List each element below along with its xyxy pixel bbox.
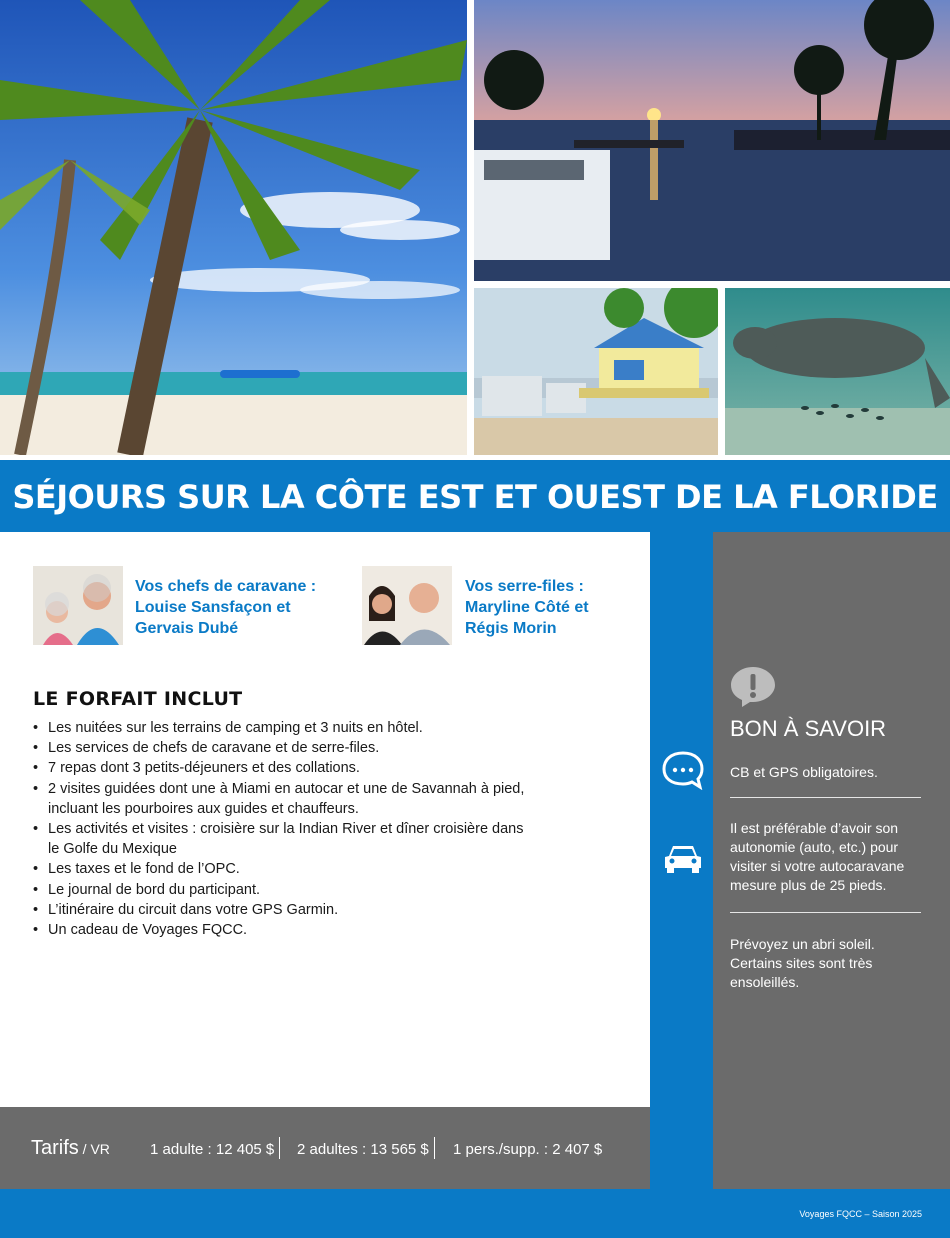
footer xyxy=(0,1189,950,1238)
chefs-names-1: Louise Sansfaçon et xyxy=(135,599,291,616)
serre-files-names-2: Régis Morin xyxy=(465,620,557,637)
forfait-item: • L’itinéraire du circuit dans votre GPS Garmin. xyxy=(33,900,533,920)
forfait-item: • Les services de chefs de caravane et de serre-files. xyxy=(33,738,533,758)
forfait-item: • 2 visites guidées dont une à Miami en autocar et une de Savannah à pied, incluant les pourboires aux guides et chauffeurs. xyxy=(33,779,533,819)
title-band xyxy=(0,460,950,532)
forfait-list xyxy=(33,718,533,940)
tarif-separator xyxy=(279,1137,280,1159)
info-note-3: Prévoyez un abri soleil. Certains sites sont très ensoleillés. xyxy=(730,936,875,990)
serre-files-heading: Vos serre-files : xyxy=(465,578,584,595)
chat-bubble-icon xyxy=(661,750,705,790)
serre-files-names-1: Maryline Côté et xyxy=(465,599,589,616)
info-bubble-icon xyxy=(730,666,776,708)
photo-manatee xyxy=(725,288,950,455)
info-divider xyxy=(730,797,921,798)
footer-text: Voyages FQCC – Saison 2025 xyxy=(799,1209,922,1219)
forfait-item: • Les nuitées sur les terrains de camping et 3 nuits en hôtel. xyxy=(33,718,533,738)
chefs-names-2: Gervais Dubé xyxy=(135,620,239,637)
blue-side-column xyxy=(650,532,713,1238)
photo-palm-beach xyxy=(0,0,467,455)
car-icon xyxy=(661,840,705,880)
serre-files-photo xyxy=(362,566,452,645)
tarif-pers-supp: 1 pers./supp. : 2 407 $ xyxy=(453,1141,603,1158)
bon-a-savoir-title: BON À SAVOIR xyxy=(730,716,887,741)
tarifs-bar xyxy=(0,1107,650,1189)
forfait-title: LE FORFAIT INCLUT xyxy=(33,688,243,710)
forfait-item: • Les taxes et le fond de l’OPC. xyxy=(33,859,533,879)
tarifs-label-text: Tarifs xyxy=(31,1137,79,1159)
info-note-1: CB et GPS obligatoires. xyxy=(730,764,878,780)
photo-lifeguard-hut xyxy=(474,288,718,455)
forfait-item: • 7 repas dont 3 petits-déjeuners et des collations. xyxy=(33,758,533,778)
forfait-item: • Un cadeau de Voyages FQCC. xyxy=(33,920,533,940)
info-note-2: Il est préférable d’avoir son autonomie (auto, etc.) pour visiter si votre autocaravane mesure plus de 25 pieds. xyxy=(730,820,905,893)
forfait-item: • Le journal de bord du participant. xyxy=(33,880,533,900)
serre-files-text xyxy=(465,576,589,639)
tarif-2-adultes: 2 adultes : 13 565 $ xyxy=(297,1141,429,1158)
photo-sunset-dock xyxy=(474,0,950,281)
tarifs-sub: / VR xyxy=(78,1141,110,1157)
page-title: SÉJOURS SUR LA CÔTE EST ET OUEST DE LA FLORIDE xyxy=(12,478,938,516)
chefs-text xyxy=(135,576,316,639)
tarif-separator xyxy=(434,1137,435,1159)
forfait-item: • Les activités et visites : croisière sur la Indian River et dîner croisière dans le Golfe du Mexique xyxy=(33,819,533,859)
tarifs-label xyxy=(31,1137,110,1160)
tarif-1-adulte: 1 adulte : 12 405 $ xyxy=(150,1141,275,1158)
info-divider xyxy=(730,912,921,913)
chefs-heading: Vos chefs de caravane : xyxy=(135,578,317,595)
chefs-photo xyxy=(33,566,123,645)
